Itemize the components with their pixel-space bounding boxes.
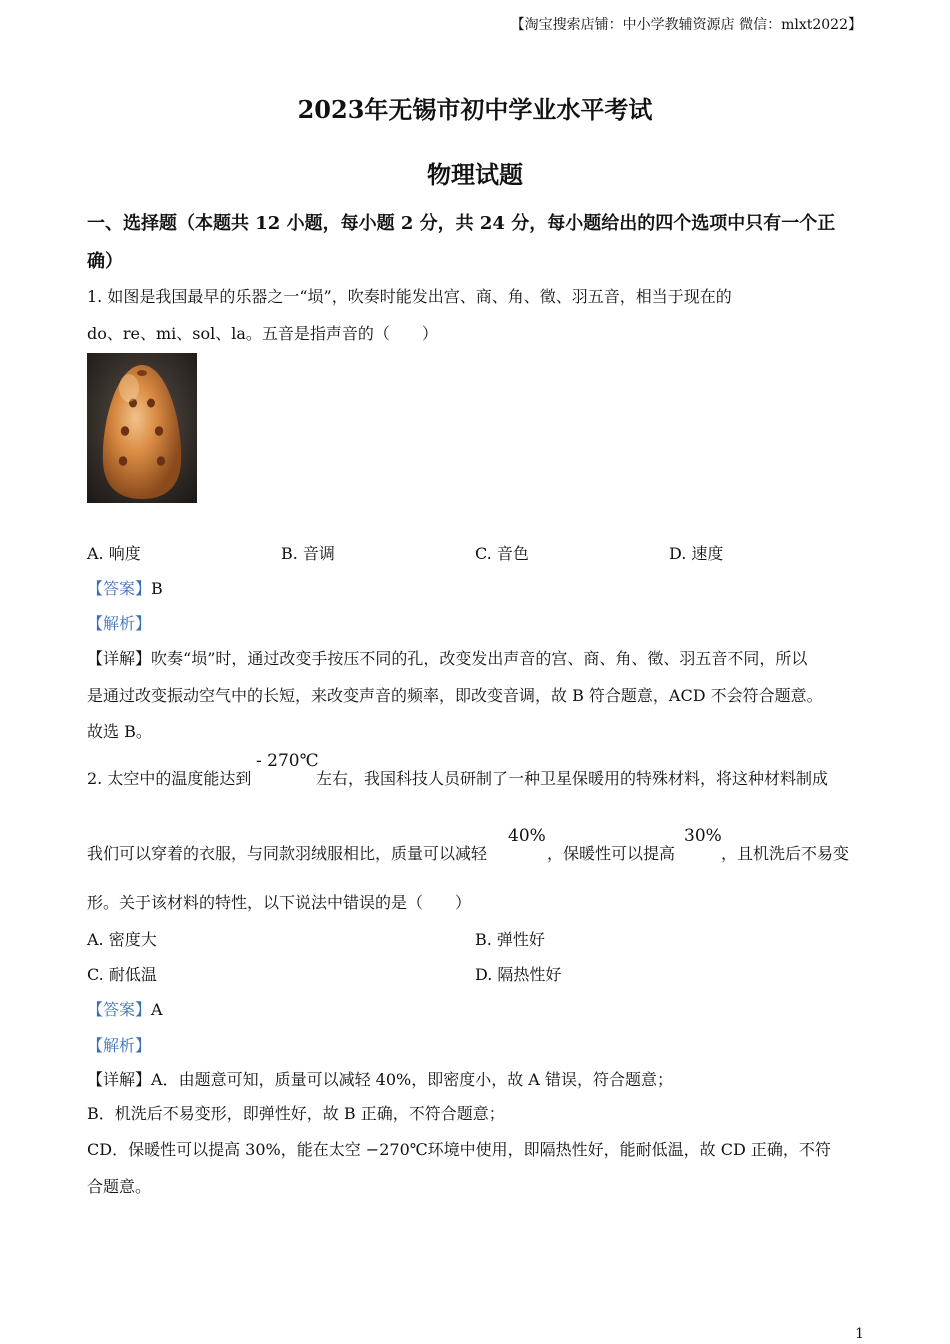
q2-option-a: A. 密度大 xyxy=(87,930,157,949)
q1-option-b: B. 音调 xyxy=(281,544,335,563)
q2-stem-line2b: ，保暖性可以提高 xyxy=(547,844,676,863)
q2-answer xyxy=(87,997,163,1020)
q2-analysis-tag: 【解析】 xyxy=(87,1036,152,1055)
q1-detail-line1 xyxy=(87,646,807,669)
q2-percent-40: 40% xyxy=(508,826,546,846)
q1-stem-line2: do、re、mi、sol、la。五音是指声音的（ ） xyxy=(87,324,438,343)
xun-instrument-image xyxy=(87,353,197,503)
q1-option-c: C. 音色 xyxy=(475,544,529,563)
detail-text: A．由题意可知，质量可以减轻 40%，即密度小，故 A 错误，符合题意； xyxy=(151,1070,673,1089)
detail-tag: 【详解】 xyxy=(87,1070,152,1089)
answer-tag: 【答案】 xyxy=(87,579,152,598)
detail-tag: 【详解】 xyxy=(87,649,152,668)
q2-detail-line3: CD．保暖性可以提高 30%，能在太空 −270℃环境中使用，即隔热性好，能耐低温，故 CD 正确，不符 xyxy=(87,1140,831,1159)
q2-detail-line4: 合题意。 xyxy=(87,1177,152,1196)
answer-value: B xyxy=(151,579,163,598)
q1-detail-line2: 是通过改变振动空气中的长短，来改变声音的频率，即改变音调，故 B 符合题意，ACD 不会符合题意。 xyxy=(87,686,823,705)
answer-tag: 【答案】 xyxy=(87,1000,152,1019)
q2-option-b: B. 弹性好 xyxy=(475,930,545,949)
q2-percent-30: 30% xyxy=(684,826,722,846)
q2-option-d: D. 隔热性好 xyxy=(475,965,562,984)
q2-stem-line2c: ，且机洗后不易变 xyxy=(721,844,850,863)
q2-stem-line2a: 我们可以穿着的衣服，与同款羽绒服相比，质量可以减轻 xyxy=(87,844,488,863)
q1-answer xyxy=(87,576,163,599)
q1-option-d: D. 速度 xyxy=(669,544,724,563)
q1-stem-line1: 1. 如图是我国最早的乐器之一“埙”，吹奏时能发出宫、商、角、徵、羽五音，相当于现在的 xyxy=(87,287,732,306)
q2-detail-line2: B．机洗后不易变形，即弹性好，故 B 正确，不符合题意； xyxy=(87,1104,505,1123)
q2-stem-pre: 2. 太空中的温度能达到 xyxy=(87,769,252,788)
q2-option-c: C. 耐低温 xyxy=(87,965,157,984)
page-number: 1 xyxy=(855,1326,864,1342)
q2-stem-post: 左右，我国科技人员研制了一种卫星保暖用的特殊材料，将这种材料制成 xyxy=(316,769,829,788)
answer-value: A xyxy=(151,1000,163,1019)
q1-option-a: A. 响度 xyxy=(87,544,141,563)
q1-analysis-tag: 【解析】 xyxy=(87,614,152,633)
subject-title: 物理试题 xyxy=(427,160,523,189)
q1-detail-line3: 故选 B。 xyxy=(87,722,152,741)
q2-temperature: - 270℃ xyxy=(256,751,319,771)
q2-stem-line3: 形。关于该材料的特性，以下说法中错误的是（ ） xyxy=(87,893,472,912)
section-heading-line2: 确） xyxy=(87,251,123,272)
q2-detail-line1 xyxy=(87,1067,673,1090)
section-heading-line1: 一、选择题（本题共 12 小题，每小题 2 分，共 24 分，每小题给出的四个选项中只有一个正 xyxy=(87,213,836,234)
exam-title: 2023年无锡市初中学业水平考试 xyxy=(297,95,653,124)
detail-text: 吹奏“埙”时，通过改变手按压不同的孔，改变发出声音的宫、商、角、徵、羽五音不同，所以 xyxy=(151,649,808,668)
page-header: 【淘宝搜索店铺：中小学教辅资源店 微信：mlxt2022】 xyxy=(510,17,862,33)
